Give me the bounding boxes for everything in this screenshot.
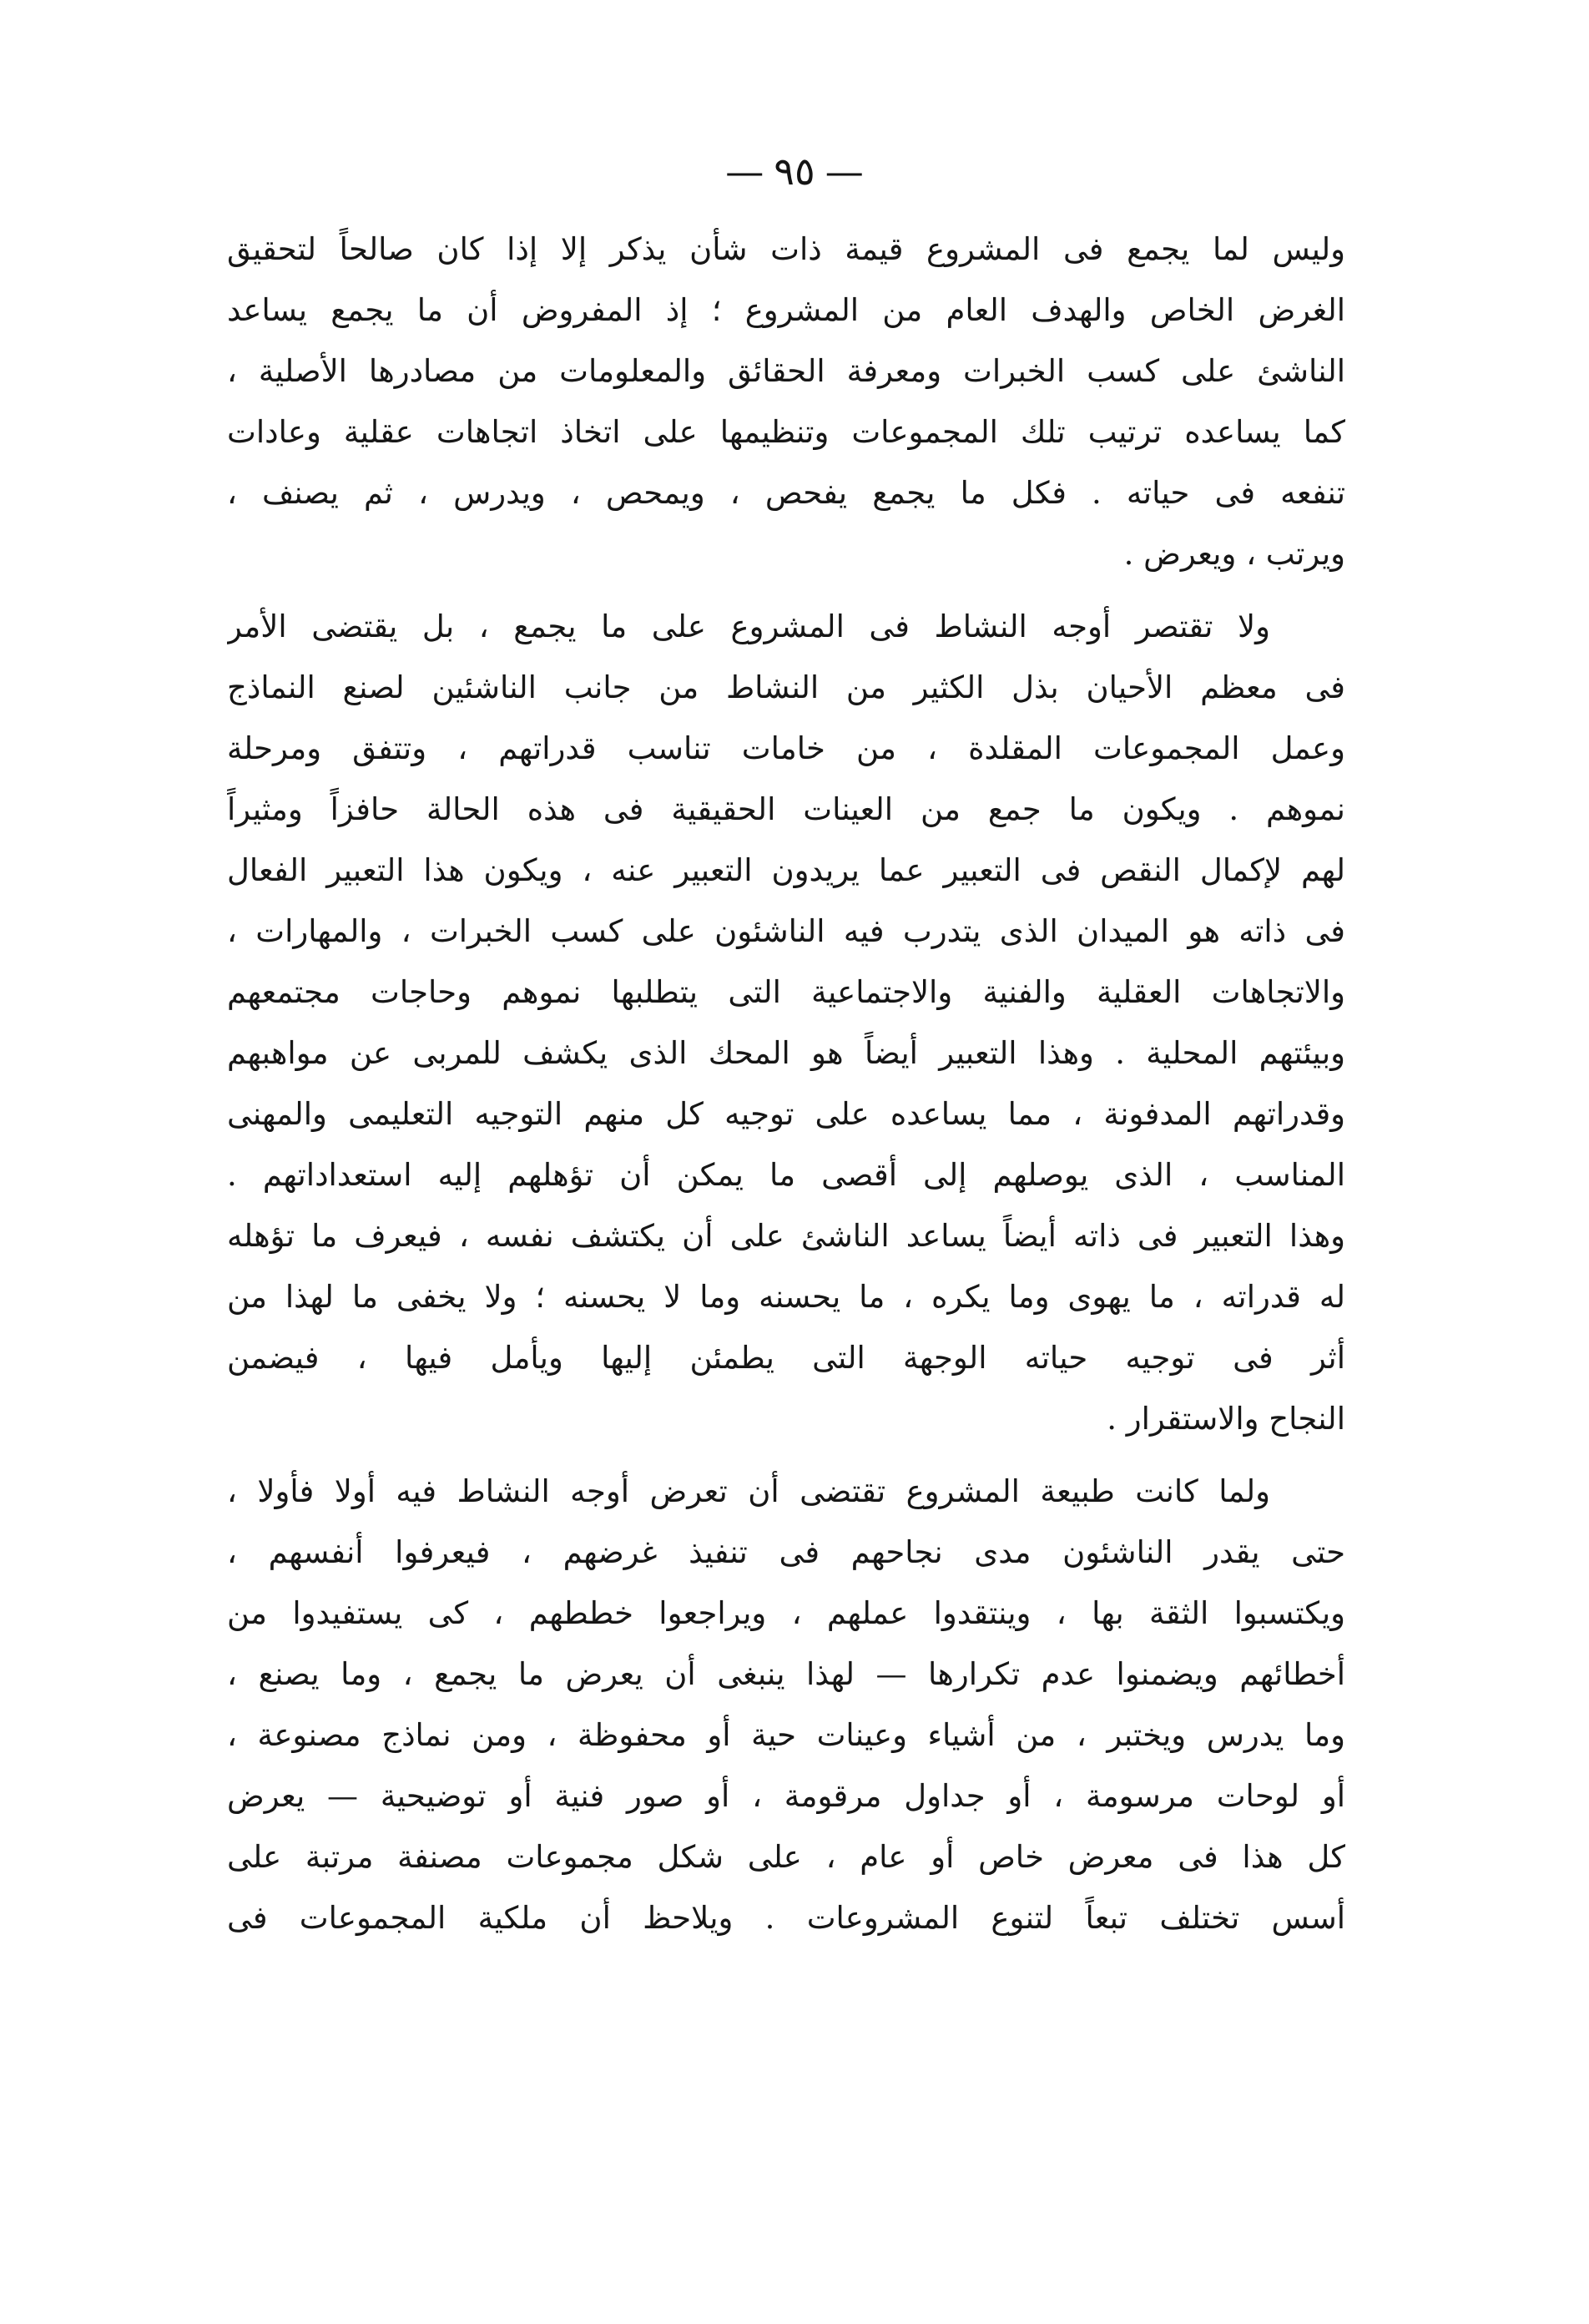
text-line: الغرض الخاص والهدف العام من المشروع ؛ إذ المفروض أن ما يجمع يساعد (227, 292, 1345, 328)
text-line: كل هذا فى معرض خاص أو عام ، على شكل مجموعات مصنفة مرتبة على (227, 1839, 1345, 1875)
text-line: أخطائهم ويضمنوا عدم تكرارها — لهذا ينبغى أن يعرض ما يجمع ، وما يصنع ، (227, 1656, 1345, 1692)
text-line: أو لوحات مرسومة ، أو جداول مرقومة ، أو صور فنية أو توضيحية — يعرض (227, 1778, 1345, 1814)
body-text (227, 219, 1345, 1948)
text-line: وقدراتهم المدفونة ، مما يساعده على توجيه كل منهم التوجيه التعليمى والمهنى (227, 1096, 1345, 1132)
text-line: نموهم . ويكون ما جمع من العينات الحقيقية فى هذه الحالة حافزاً ومثيراً (227, 791, 1345, 827)
text-line: له قدراته ، ما يهوى وما يكره ، ما يحسنه وما لا يحسنه ؛ ولا يخفى ما لهذا من (227, 1279, 1345, 1315)
text-line: وما يدرس ويختبر ، من أشياء وعينات حية أو محفوظة ، ومن نماذج مصنوعة ، (227, 1717, 1345, 1753)
text-line: أثر فى توجيه حياته الوجهة التى يطمئن إليها ويأمل فيها ، فيضمن (227, 1340, 1345, 1376)
text-line: وبيئتهم المحلية . وهذا التعبير أيضاً هو المحك الذى يكشف للمربى عن مواهبهم (227, 1035, 1345, 1071)
paragraph-spacer (227, 584, 1345, 596)
text-line: لهم لإكمال النقص فى التعبير عما يريدون التعبير عنه ، ويكون هذا التعبير الفعال (227, 852, 1345, 888)
paragraph-1 (227, 219, 1345, 584)
text-line: فى معظم الأحيان بذل الكثير من النشاط من جانب الناشئين لصنع النماذج (227, 669, 1345, 705)
text-line: النجاح والاستقرار . (1107, 1401, 1345, 1437)
page-number-header (0, 149, 1589, 194)
text-line: وعمل المجموعات المقلدة ، من خامات تناسب قدراتهم ، وتتفق ومرحلة (227, 730, 1345, 766)
header-dash-right: — (825, 149, 864, 194)
text-line: ولا تقتصر أوجه النشاط فى المشروع على ما يجمع ، بل يقتضى الأمر (227, 609, 1270, 644)
page-number: ٩٥ (774, 149, 815, 194)
paragraph-spacer (227, 1449, 1345, 1461)
text-line: ويكتسبوا الثقة بها ، وينتقدوا عملهم ، ويراجعوا خططهم ، كى يستفيدوا من (227, 1595, 1345, 1631)
text-line: وليس لما يجمع فى المشروع قيمة ذات شأن يذكر إلا إذا كان صالحاً لتحقيق (227, 231, 1345, 267)
text-line: كما يساعده ترتيب تلك المجموعات وتنظيمها على اتخاذ اتجاهات عقلية وعادات (227, 414, 1345, 450)
paragraph-2 (227, 596, 1345, 1449)
text-line: ويرتب ، ويعرض . (1123, 536, 1345, 572)
text-line: ولما كانت طبيعة المشروع تقتضى أن تعرض أوجه النشاط فيه أولا فأولا ، (227, 1473, 1270, 1509)
header-dash-left: — (725, 149, 764, 194)
text-line: فى ذاته هو الميدان الذى يتدرب فيه الناشئون على كسب الخبرات ، والمهارات ، (227, 913, 1345, 949)
text-line: الناشئ على كسب الخبرات ومعرفة الحقائق والمعلومات من مصادرها الأصلية ، (227, 353, 1345, 389)
text-line: والاتجاهات العقلية والفنية والاجتماعية التى يتطلبها نموهم وحاجات مجتمعهم (227, 974, 1345, 1010)
text-line: تنفعه فى حياته . فكل ما يجمع يفحص ، ويمحص ، ويدرس ، ثم يصنف ، (227, 475, 1345, 511)
text-line: أسس تختلف تبعاً لتنوع المشروعات . ويلاحظ أن ملكية المجموعات فى (227, 1900, 1345, 1936)
text-line: وهذا التعبير فى ذاته أيضاً يساعد الناشئ على أن يكتشف نفسه ، فيعرف ما تؤهله (227, 1218, 1345, 1254)
text-line: حتى يقدر الناشئون مدى نجاحهم فى تنفيذ غرضهم ، فيعرفوا أنفسهم ، (227, 1534, 1345, 1570)
text-line: المناسب ، الذى يوصلهم إلى أقصى ما يمكن أن تؤهلهم إليه استعداداتهم . (227, 1157, 1345, 1193)
paragraph-3 (227, 1461, 1345, 1948)
